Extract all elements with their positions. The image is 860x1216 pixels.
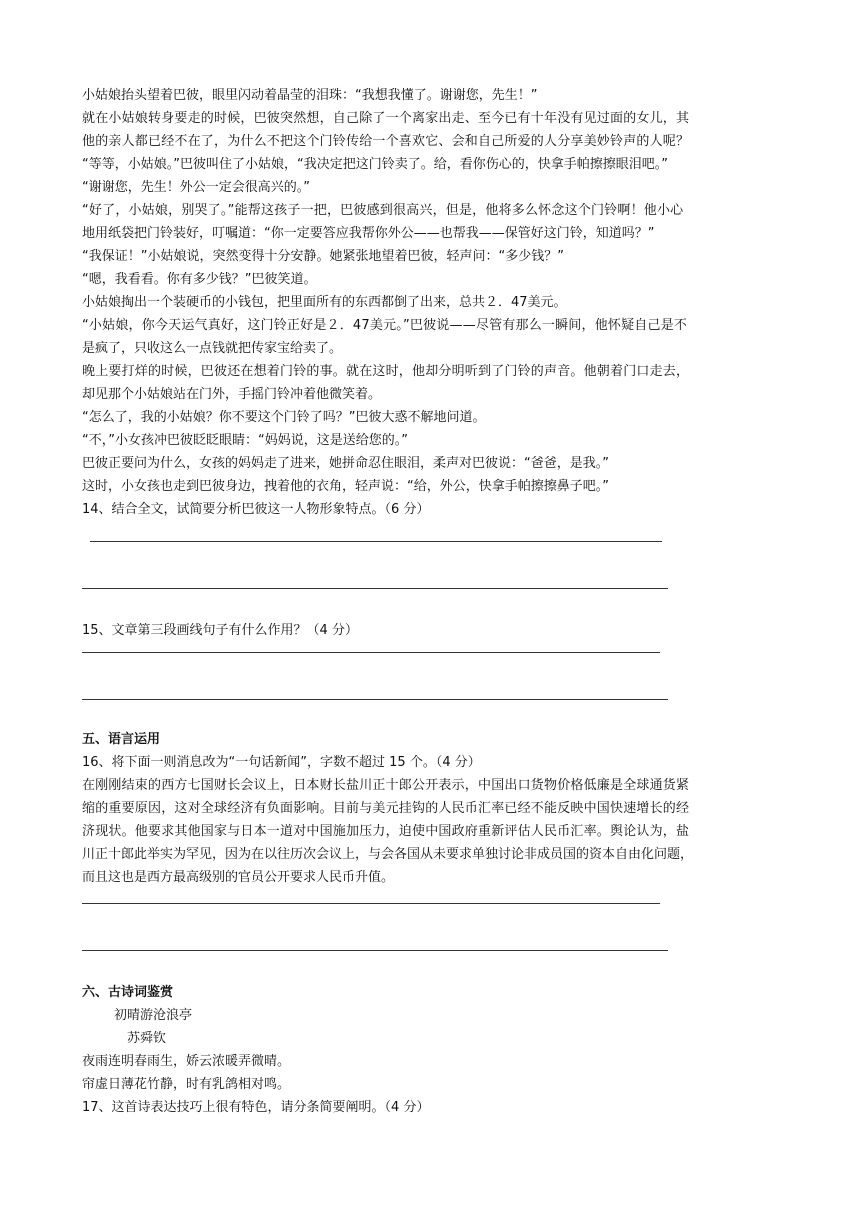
section-heading-language-use: 五、语言运用 — [82, 732, 161, 747]
story-paragraph: “不，”小女孩冲巴彼眨眨眼睛：“妈妈说，这是送给您的。” — [82, 433, 408, 448]
story-paragraph: 小姑娘掏出一个装硬币的小钱包，把里面所有的东西都倒了出来，总共２．47美元。 — [82, 295, 567, 310]
poem-line: 夜雨连明春雨生，娇云浓暖弄微晴。 — [82, 1054, 291, 1069]
story-paragraph: 小姑娘抬头望着巴彼，眼里闪动着晶莹的泪珠：“我想我懂了。谢谢您，先生！” — [82, 88, 538, 103]
question-17: 17、这首诗表达技巧上很有特色，请分条简要阐明。（4 分） — [82, 1100, 430, 1115]
story-paragraph: “谢谢您，先生！外公一定会很高兴的。” — [82, 180, 310, 195]
story-paragraph: “等等，小姑娘。”巴彼叫住了小姑娘，“我决定把这门铃卖了。给，看你伤心的，快拿手帕擦擦眼泪吧。” — [82, 157, 668, 172]
story-passage — [82, 84, 782, 498]
story-paragraph: 是疯了，只收这么一点钱就把传家宝给卖了。 — [82, 341, 343, 356]
news-line: 缩的重要原因，这对全球经济有负面影响。目前与美元挂钩的人民币汇率已经不能反映中国快速增长的经 — [82, 801, 690, 816]
poem-title: 初晴游沧浪亭 — [114, 1008, 193, 1023]
news-line: 济现状。他要求其他国家与日本一道对中国施加压力，迫使中国政府重新评估人民币汇率。舆论认为，盐 — [82, 824, 690, 839]
story-paragraph: 晚上要打烊的时候，巴彼还在想着门铃的事。就在这时，他却分明听到了门铃的声音。他朝着门口走去， — [82, 364, 690, 379]
exam-page — [82, 84, 782, 1119]
question-14: 14、结合全文，试简要分析巴彼这一人物形象特点。（6 分） — [82, 502, 430, 517]
story-paragraph: 这时，小女孩也走到巴彼身边，拽着他的衣角，轻声说：“给，外公，快拿手帕擦擦鼻子吧。” — [82, 479, 609, 494]
question-16: 16、将下面一则消息改为“一句话新闻”，字数不超过 15 个。（4 分） — [82, 755, 481, 770]
story-paragraph: 巴彼正要问为什么，女孩的妈妈走了进来，她拼命忍住眼泪，柔声对巴彼说：“爸爸，是我。” — [82, 456, 609, 471]
news-line: 川正十郎此举实为罕见，因为在以往历次会议上，与会各国从未要求单独讨论非成员国的资本自由化问题， — [82, 847, 694, 862]
story-paragraph: “好了，小姑娘，别哭了。”能帮这孩子一把，巴彼感到很高兴，但是，他将多么怀念这个门铃啊！他小心 — [82, 203, 684, 218]
story-paragraph: “小姑娘，你今天运气真好，这门铃正好是２．47美元。”巴彼说——尽管有那么一瞬间，他怀疑自己是不 — [82, 318, 688, 333]
story-paragraph: “嗯，我看看。你有多少钱？”巴彼笑道。 — [82, 272, 317, 287]
poem-author: 苏舜钦 — [127, 1031, 167, 1046]
section-heading-poetry: 六、古诗词鉴赏 — [82, 985, 174, 1000]
story-paragraph: 地用纸袋把门铃装好，叮嘱道：“你一定要答应我帮你外公——也帮我——保管好这门铃，知道吗？” — [82, 226, 655, 241]
story-paragraph: 他的亲人都已经不在了，为什么不把这个门铃传给一个喜欢它、会和自己所爱的人分享美妙铃声的人呢？ — [82, 134, 690, 149]
story-paragraph: “怎么了，我的小姑娘？你不要这个门铃了吗？”巴彼大惑不解地问道。 — [82, 410, 486, 425]
story-paragraph: 却见那个小姑娘站在门外，手摇门铃冲着他微笑着。 — [82, 387, 382, 402]
story-paragraph: “我保证！”小姑娘说，突然变得十分安静。她紧张地望着巴彼，轻声问：“多少钱？” — [82, 249, 564, 264]
poem-line: 帘虚日薄花竹静，时有乳鸽相对鸣。 — [82, 1077, 291, 1092]
news-line: 在刚刚结束的西方七国财长会议上，日本财长盐川正十郎公开表示，中国出口货物价格低廉是全球通货紧 — [82, 778, 690, 793]
question-15: 15、文章第三段画线句子有什么作用？（4 分） — [82, 623, 358, 638]
news-line: 而且这也是西方最高级别的官员公开要求人民币升值。 — [82, 870, 395, 885]
story-paragraph: 就在小姑娘转身要走的时候，巴彼突然想，自己除了一个离家出走、至今已有十年没有见过面的女儿，其 — [82, 111, 690, 126]
news-passage — [82, 774, 782, 889]
